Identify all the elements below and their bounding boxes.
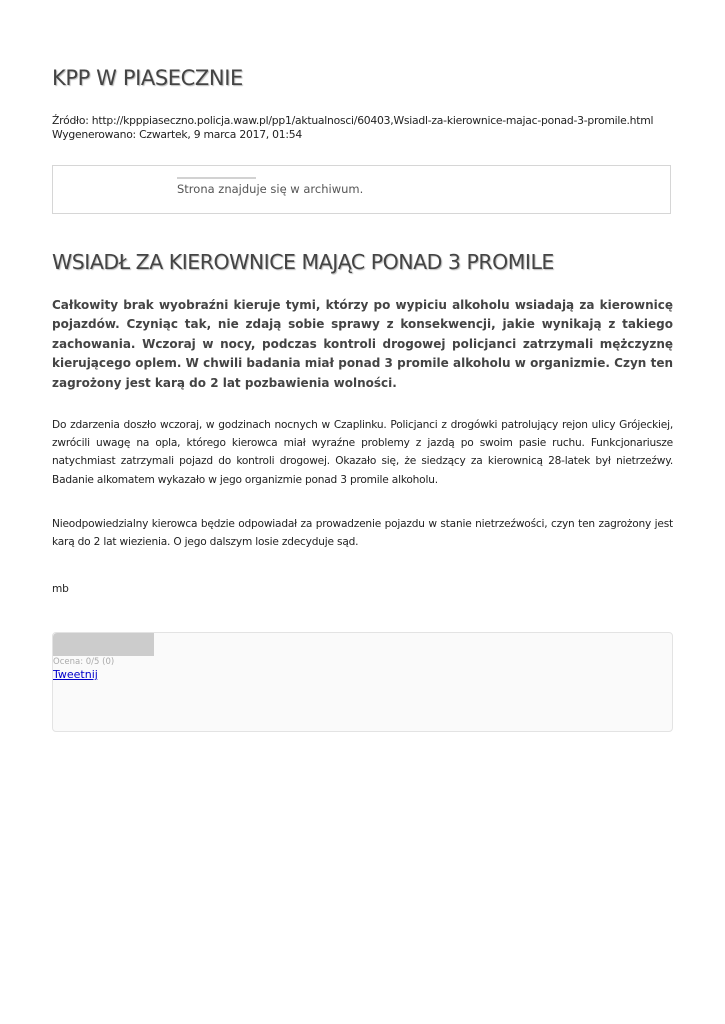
tweet-link[interactable]: Tweetnij <box>53 668 98 681</box>
archive-notice-box <box>52 165 671 214</box>
article-author: mb <box>52 583 69 595</box>
archive-notice-text: Strona znajduje się w archiwum. <box>177 182 364 196</box>
article-lead: Całkowity brak wyobraźni kieruje tymi, którzy po wypiciu alkoholu wsiadają za kierownicę pojazdów. Czyniąc tak, nie zdają sobie sprawy z konsekwencji, jakie wynikają z takiego zachowania. Wczoraj w nocy, podczas kontroli drogowej policjanci zatrzymali mężczyznę kierującego oplem. W chwili badania miał ponad 3 promile alkoholu w organizmie. Czyn ten zagrożony jest karą do 2 lat pozbawienia wolności. <box>52 298 673 390</box>
document-meta <box>52 114 653 142</box>
generated-line: Wygenerowano: Czwartek, 9 marca 2017, 01:54 <box>52 128 303 141</box>
rating-panel <box>52 632 673 732</box>
source-line: Źródło: http://kpppiaseczno.policja.waw.pl/pp1/aktualnosci/60403,Wsiadl-za-kierownice-majac-ponad-3-promile.html <box>52 114 654 127</box>
archive-divider <box>177 177 256 179</box>
site-title: KPP W PIASECZNIE <box>52 66 243 90</box>
rating-stars[interactable] <box>53 633 154 656</box>
article-title: WSIADŁ ZA KIEROWNICE MAJĄC PONAD 3 PROMILE <box>52 250 554 274</box>
article-paragraph: Do zdarzenia doszło wczoraj, w godzinach nocnych w Czaplinku. Policjanci z drogówki patrolujący rejon ulicy Grójeckiej, zwrócili uwagę na opla, którego kierowca miał wyraźne problemy z jazdą po swoim pasie ruchu. Funkcjonariusze natychmiast zatrzymali pojazd do kontroli drogowej. Okazało się, że siedzący za kierownicą 28-latek był nietrzeźwy. Badanie alkomatem wykazało w jego organizmie ponad 3 promile alkoholu. <box>52 419 673 486</box>
article-paragraph: Nieodpowiedzialny kierowca będzie odpowiadał za prowadzenie pojazdu w stanie nietrzeźwości, czyn ten zagrożony jest karą do 2 lat wiezienia. O jego dalszym losie zdecyduje sąd. <box>52 518 673 549</box>
rating-text: Ocena: 0/5 (0) <box>53 657 115 667</box>
